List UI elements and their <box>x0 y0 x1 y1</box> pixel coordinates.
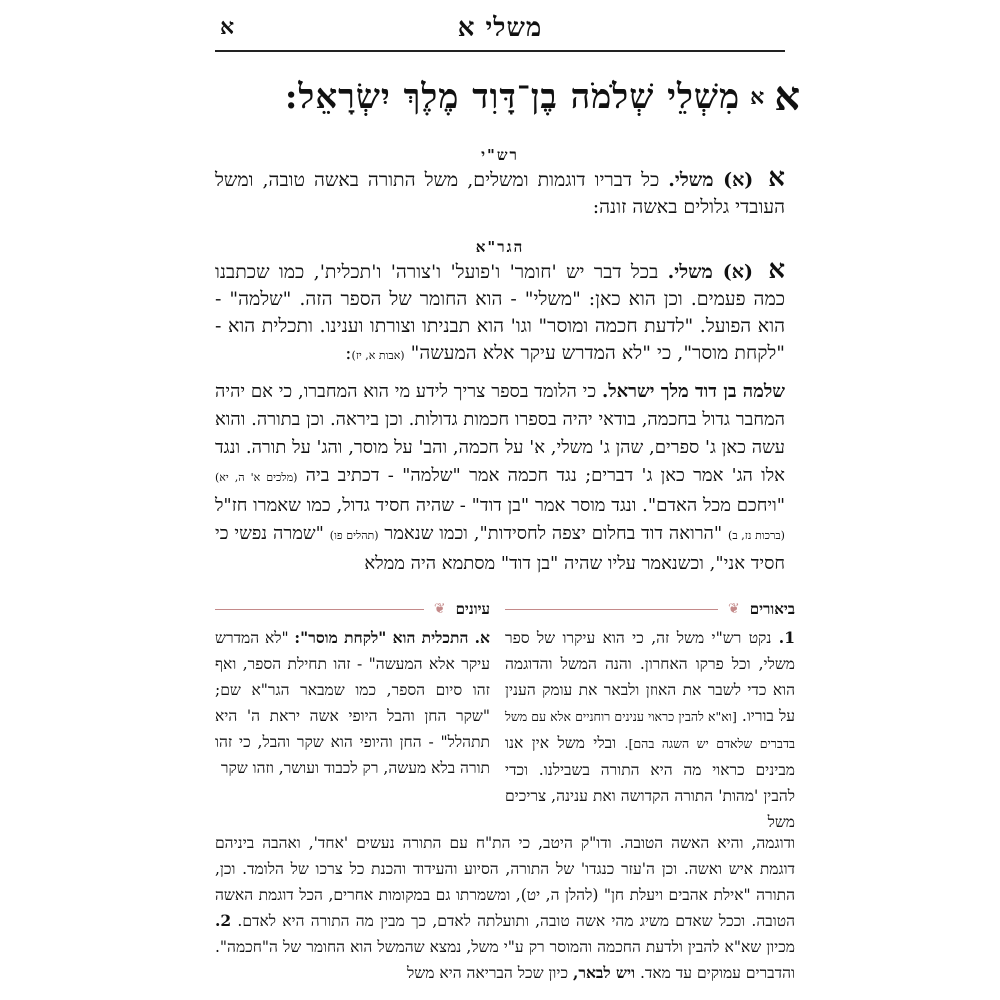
verse <box>240 72 800 122</box>
biurim-column <box>505 625 795 835</box>
verse-number: א <box>750 84 765 110</box>
biurim-title: ביאורים <box>749 599 795 618</box>
rashi-heading: רש"י <box>481 146 519 164</box>
biurim-text: נקט רש"י משל זה, כי הוא עיקרו של ספר משלי, וכל פרקו האחרון. והנה המשל והדוגמה הוא כדי לשבר את האוזן ולבאר את עומק הענין על בוריו. <box>505 629 795 725</box>
iyunim-label: א. התכלית הוא "לקחת מוסר": <box>294 628 490 647</box>
gra-text-1: בכל דבר יש 'חומר' ו'פועל' ו'צורה' ו'תכלית', כמו שכתבנו כמה פעמים. וכן הוא כאן: "משלי" - הוא החומר של הספר הזה. "שלמה" - הוא הפועל. "לדעת חכמה ומוסר" וגו' הוא תבניתו וצורתו וענינו. ותכלית הוא - "לקחת מוסר", כי "לא המדרש עיקר אלא המעשה" <box>215 261 785 364</box>
iyunim-title: עיונים <box>455 599 490 618</box>
continuation-text-a: ודוגמה, והיא האשה הטובה. ודו"ק היטב, כי הת"ח עם התורה נעשים 'אחד', ואהבה ביניהם דוגמת איש ואשה. וכן ה'עזר כנגדו' של התורה, הסיוע והעידוד והכנת כל צרכו של הלומד. וכן, התורה "אילת אהבים ויעלת חן" (להלן ה, יט), ומשמרתו גם במקומות אחרים, הכל דוגמת האשה הטובה. וככל שאדם משיג מהי אשה טובה, ותועלתה לאדם, כך מבין מה התורה היא לאדם. <box>215 834 795 930</box>
biurim-header-line <box>505 609 718 610</box>
continuation-lead: ויש לבאר, <box>572 963 636 982</box>
ornament-icon: ❦ <box>727 601 740 617</box>
running-head-chapter-letter: א <box>220 14 235 40</box>
verse-text: מִשְׁלֵי שְׁלֹמֹה בֶן־דָּוִד מֶלֶךְ יִשְׂרָאֵל: <box>284 77 741 117</box>
running-head-title: משלי א <box>457 13 543 43</box>
continuation-text-c: כיון שכל הבריאה היא משל <box>406 964 569 982</box>
gra-source-3: (ברכות נז, ב) <box>728 529 785 542</box>
gra-paragraph-1 <box>215 257 785 369</box>
running-head <box>220 8 780 48</box>
gra-source-4: (תהלים פו) <box>329 529 379 542</box>
continuation-text-b: מכיון שא"א להבין ולדעת החכמה והמוסר רק ע"י משל, נמצא שהמשל הוא החומר של ה"חכמה". והדברים עמוקים עד מאד. <box>215 938 795 982</box>
iyunim-column <box>215 625 490 781</box>
gra-source-1: (אבות א, יז) <box>351 349 405 362</box>
gra-text-2a: כי הלומד בספר צריך לידע מי הוא המחברו, כי אם יהיה המחבר גדול בחכמה, בודאי יהיה בספרו חכמות גדולות. וכן ביראה. וכן בתורה. והוא עשה כאן ג' ספרים, שהן ג' משלי, א' על חכמה, והב' על מוסר, והג' על תורה. ונגד אלו הג' אמר כאן ג' דברים; נגד חכמה אמר "שלמה" - דכתיב ביה <box>215 381 785 486</box>
rashi-text: כל דבריו דוגמות ומשלים, משל התורה באשה טובה, ומשל העובדי גלולים באשה זונה: <box>215 169 785 218</box>
gra-heading: הגר"א <box>475 238 525 256</box>
biurim-note-number-2: 2. <box>215 911 232 930</box>
biurim-continuation <box>215 830 795 986</box>
rashi-section <box>215 146 785 221</box>
gra-text-2c: "הרואה דוד בחלום יצפה לחסידות", וכמו שנאמר <box>384 523 723 544</box>
rashi-dropcap: א <box>768 163 785 193</box>
iyunim-header <box>215 597 490 621</box>
iyunim-text: "לא המדרש עיקר אלא המעשה" - זהו תחילת הספר, ואף זהו סיום הספר, כמו שמבאר הגר"א שם; "שקר החן והבל היופי אשה יראת ה' היא תתהלל" - החן והיופי הוא שקר והבל, כי זהו תורה בלא מעשה, רק לכבוד ועושר, וזהו שקר <box>215 629 490 777</box>
ornament-icon: ❦ <box>433 601 446 617</box>
gra-text-2b: "ויחכם מכל האדם". ונגד מוסר אמר "בן דוד" - שהיה חסיד גדול, כמו שאמרו חז"ל <box>215 495 785 516</box>
rashi-label: (א) משלי. <box>668 169 754 191</box>
gra-source-2: (מלכים א' ה, יא) <box>215 471 298 484</box>
gra-text-2d: "שמרה נפשי כי חסיד אני", וכשנאמר עליו שהיה "בן דוד" מסתמא היה ממלא <box>215 523 785 574</box>
gra-section <box>215 238 785 369</box>
biurim-note-number-1: 1. <box>778 628 795 647</box>
iyunim-header-line <box>215 609 424 610</box>
biurim-text-end: ובלי משל אין אנו מבינים כראוי מה היא התורה בשבילנו. וכדי להבין 'מהות' התורה הקדושה ואת ענינה, צריכים משל <box>505 734 795 831</box>
header-rule <box>215 50 785 52</box>
gra-lead-2: שלמה בן דוד מלך ישראל. <box>601 381 785 402</box>
biurim-small-note: [וא"א להבין כראוי ענינים רוחניים אלא עם משל בדברים שלאדם יש השגה בהם]. <box>505 709 795 751</box>
gra-text-1-end: : <box>345 342 352 364</box>
gra-label: (א) משלי. <box>667 261 753 283</box>
rashi-body <box>215 165 785 221</box>
biurim-header <box>505 597 795 621</box>
gra-paragraph-2 <box>215 378 785 578</box>
verse-chapter-letter: א <box>774 73 800 120</box>
gra-dropcap: א <box>768 255 786 285</box>
